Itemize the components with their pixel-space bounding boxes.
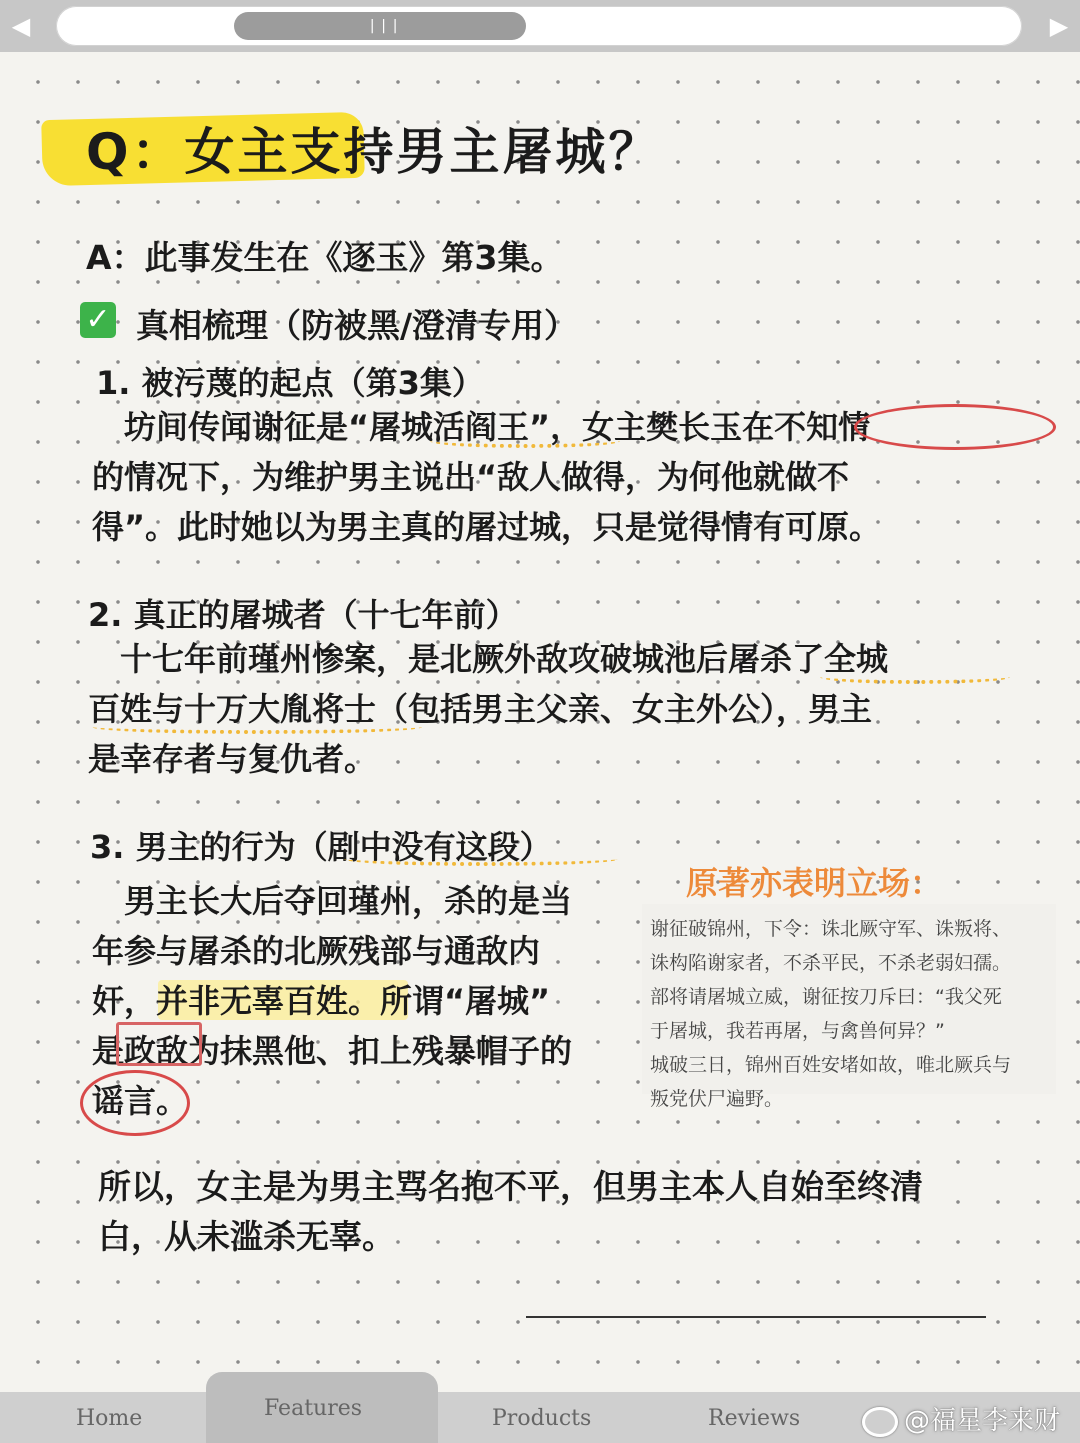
conclusion (98, 1162, 923, 1262)
excerpt-line: 城破三日，锦州百姓安堵如故，唯北厥兵与 (650, 1054, 1012, 1076)
sidebar-title: 原著亦表明立场： (686, 864, 943, 902)
section-3-line: 是政敌为抹黑他、扣上残暴帽子的 (92, 1032, 573, 1070)
question-title: Q：女主支持男主屠城？ (86, 123, 662, 181)
grip-icon: ||| (368, 18, 403, 34)
tab-products[interactable]: Products (492, 1406, 592, 1431)
watermark (862, 1400, 1060, 1437)
tab-home[interactable]: Home (76, 1406, 143, 1431)
section-3-line: 男主长大后夺回瑾州，杀的是当 (92, 882, 573, 920)
section-3-line: 奸，并非无辜百姓。所谓“屠城” (92, 982, 551, 1020)
excerpt-line: 于屠城，我若再屠，与禽兽何异？” (650, 1020, 945, 1042)
section-2-line: 十七年前瑾州惨案，是北厥外敌攻破城池后屠杀了全城 (88, 640, 889, 678)
excerpt-line: 叛党伏尸遍野。 (650, 1088, 784, 1110)
wavy-underline (92, 720, 422, 734)
section-header: 真相梳理（防被黑/澄清专用） (136, 306, 578, 345)
checkmark-icon: ✓ (80, 302, 116, 338)
section-2-body (88, 634, 888, 784)
section-1-title: 1. 被污蔑的起点（第3集） (96, 364, 484, 402)
back-arrow-icon[interactable]: ◀ (11, 12, 31, 40)
tab-reviews[interactable]: Reviews (708, 1406, 801, 1431)
section-3-line: 谣言。 (92, 1082, 189, 1120)
section-1-body (92, 402, 881, 552)
section-1-line: 坊间传闻谢征是“屠城活阎王”，女主樊长玉在不知情 (92, 408, 871, 446)
wavy-underline (344, 852, 618, 866)
excerpt-line: 部将请屠城立威，谢征按刀斥曰：“我父死 (650, 986, 1002, 1008)
tab-handle[interactable] (234, 12, 526, 40)
excerpt-line: 谢征破锦州，下令：诛北厥守军、诛叛将、 (650, 918, 1012, 940)
weibo-icon (862, 1407, 898, 1437)
answer-line: A：此事发生在《逐玉》第3集。 (86, 238, 564, 277)
red-circle-annotation (854, 404, 1056, 450)
red-box-annotation (116, 1022, 202, 1066)
watermark-text: @福星李来财 (904, 1406, 1061, 1436)
conclusion-line: 所以，女主是为男主骂名抱不平，但男主本人自始至终清 (98, 1167, 923, 1206)
section-1-line: 的情况下，为维护男主说出“敌人做得，为何他就做不 (92, 458, 850, 496)
novel-excerpt-card (642, 904, 1056, 1110)
section-2-title: 2. 真正的屠城者（十七年前） (88, 596, 518, 634)
tab-features[interactable]: Features (264, 1396, 363, 1421)
address-bar[interactable] (56, 6, 1022, 46)
wavy-underline (430, 434, 620, 448)
excerpt-line: 诛构陷谢家者，不杀平民，不杀老弱妇孺。 (650, 952, 1012, 974)
section-3-line: 年参与屠杀的北厥残部与通敌内 (92, 932, 541, 970)
conclusion-line: 白，从未滥杀无辜。 (98, 1217, 395, 1256)
red-circle-annotation (80, 1070, 190, 1136)
section-2-line: 百姓与十万大胤将士（包括男主父亲、女主外公），男主 (88, 690, 873, 728)
wavy-underline (820, 670, 1010, 684)
section-3-title: 3. 男主的行为（剧中没有这段） (90, 828, 552, 866)
question-block (42, 108, 722, 192)
forward-arrow-icon[interactable]: ▶ (1049, 12, 1069, 40)
section-2-line: 是幸存者与复仇者。 (88, 740, 377, 778)
signature-line (526, 1316, 986, 1318)
section-1-line: 得”。此时她以为男主真的屠过城，只是觉得情有可原。 (92, 508, 882, 546)
browser-toolbar (0, 0, 1080, 52)
